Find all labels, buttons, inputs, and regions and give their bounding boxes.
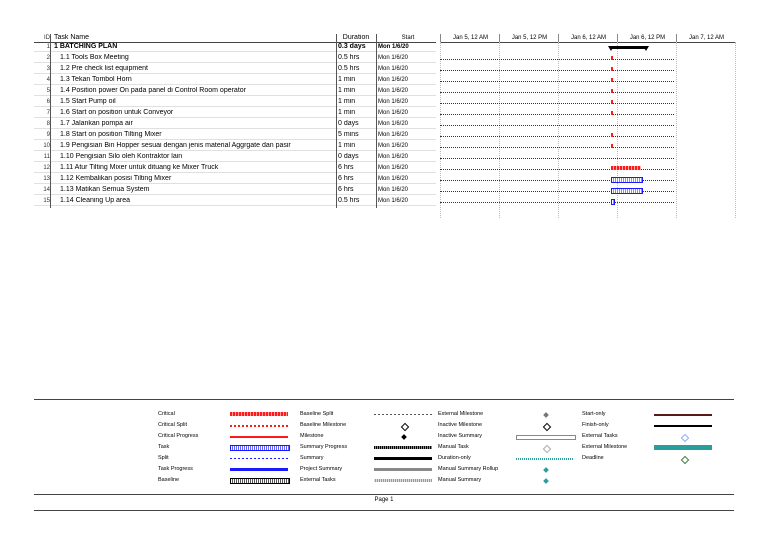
legend-symbol-critical [230,412,288,416]
legend-label: Inactive Summary [438,433,483,439]
legend-label: Critical [158,411,175,417]
legend-item [300,443,450,452]
gantt-gridline [676,42,677,218]
legend-label: Duration-only [438,455,471,461]
row-id: 15 [43,198,50,204]
row-duration: 0.5 hrs [338,197,360,204]
row-task-name: 1.10 Pengisian Silo oleh Kontraktor lain [60,153,183,160]
row-duration: 0.3 days [338,43,366,50]
gantt-row-line [440,158,674,159]
gantt-row-line [440,136,674,137]
row-duration: 1 min [338,76,356,83]
legend-item [438,443,588,452]
row-id: 6 [46,99,50,105]
legend-label: Critical Progress [158,433,199,439]
row-start: Mon 1/6/20 [378,154,409,160]
legend-symbol-split [230,458,288,459]
legend-symbol-summary [374,457,432,460]
header-duration: Duration [342,34,370,41]
legend-item [300,465,450,474]
gantt-row-line [440,70,674,71]
legend-symbol-diamond-teal [543,467,549,473]
legend-symbol-baseline-split [374,414,432,415]
row-task-name: 1.9 Pengisian Bin Hopper sesuai dengan jenis material Aggrgate dan pasir [60,142,291,149]
legend-symbol-duration-only [516,458,574,460]
legend-label: Milestone [300,433,324,439]
timescale-label: Jan 6, 12 AM [558,34,618,42]
legend-symbol-diamond-outline-light [543,444,551,452]
legend-symbol-external-tasks [374,479,432,482]
legend-symbol-summary-progress [374,446,432,449]
gantt-row-line [440,81,674,82]
legend-item [438,421,588,430]
legend-item [582,421,732,430]
gantt-row-line [440,103,674,104]
column-divider [376,34,377,208]
critical-task-bar[interactable] [611,56,613,60]
legend-label: Summary [300,455,324,461]
row-duration: 1 min [338,87,356,94]
legend-item [438,410,588,419]
row-start: Mon 1/6/20 [378,44,409,50]
legend-symbol-project-summary [374,468,432,471]
critical-task-bar[interactable] [611,166,641,170]
legend-symbol-diamond-green-outline [681,455,689,463]
legend-symbol-diamond-teal [543,478,549,484]
timescale-label: Jan 5, 12 AM [440,34,500,42]
task-bar[interactable] [611,177,643,183]
row-task-name: 1.7 Jalankan pompa air [60,120,133,127]
legend [34,399,734,495]
row-start: Mon 1/6/20 [378,132,409,138]
legend-item [300,476,450,485]
summary-bar[interactable] [611,46,646,49]
legend-item [158,432,308,441]
row-task-name: 1.5 Start Pump oil [60,98,116,105]
legend-item [582,454,732,463]
row-id: 7 [46,110,50,116]
row-id: 14 [43,187,50,193]
legend-label: Project Summary [300,466,343,472]
column-divider [336,34,337,208]
row-duration: 1 min [338,109,356,116]
legend-item [158,465,308,474]
legend-label: Summary Progress [300,444,348,450]
row-start: Mon 1/6/20 [378,165,409,171]
legend-symbol-baseline [230,478,290,484]
legend-item [158,476,308,485]
row-start: Mon 1/6/20 [378,88,409,94]
row-id: 1 [46,44,50,50]
legend-label: Split [158,455,169,461]
legend-label: Manual Summary [438,477,482,483]
row-id: 9 [46,132,50,138]
footer-rule [34,510,734,511]
timescale-label: Jan 6, 12 PM [617,34,677,42]
legend-label: External Tasks [300,477,336,483]
legend-symbol-critical-progress [230,436,288,438]
legend-label: Manual Task [438,444,469,450]
legend-item [300,410,450,419]
header-start: Start [401,35,415,41]
legend-item [438,465,588,474]
gantt-row-line [440,202,674,203]
row-task-name: 1.8 Start on position Tilting Mixer [60,131,162,138]
row-task-name: 1.1 Tools Box Meeting [60,54,129,61]
row-start: Mon 1/6/20 [378,121,409,127]
legend-label: Baseline Split [300,411,334,417]
critical-task-bar[interactable] [611,89,613,93]
row-task-name: 1.3 Tekan Tombol Horn [60,76,132,83]
row-start: Mon 1/6/20 [378,198,409,204]
legend-symbol-diamond-outline [401,422,409,430]
row-task-name: 1.13 Matikan Semua System [60,186,150,193]
legend-symbol-diamond-outline [543,422,551,430]
legend-item [158,410,308,419]
row-start: Mon 1/6/20 [378,187,409,193]
column-divider [50,34,51,208]
timescale-label: Jan 5, 12 PM [499,34,559,42]
row-id: 10 [43,143,50,149]
legend-symbol-diamond-gray [543,412,549,418]
row-task-name: 1.2 Pre check list equipment [60,65,148,72]
legend-label: External Tasks [582,433,618,439]
row-start: Mon 1/6/20 [378,77,409,83]
legend-label: Deadline [582,455,604,461]
gantt-chart [440,34,736,218]
timescale-header [440,34,736,43]
timescale-label: Jan 7, 12 AM [676,34,736,42]
legend-label: Start-only [582,411,606,417]
row-task-name: 1.11 Atur Tilting Mixer untuk dituang ke Mixer Truck [60,164,219,171]
legend-label: External Milestone [582,444,628,450]
row-duration: 1 min [338,98,356,105]
row-duration: 5 mins [338,131,359,138]
gantt-row-line [440,92,674,93]
page-footer: Page 1 [374,497,394,503]
legend-label: Finish-only [582,422,609,428]
row-id: 2 [46,55,50,61]
row-start: Mon 1/6/20 [378,55,409,61]
row-id: 4 [46,77,50,83]
legend-item [438,476,588,485]
legend-item [582,410,732,419]
row-id: 13 [43,176,50,182]
row-duration: 0.5 hrs [338,65,360,72]
legend-label: Baseline Milestone [300,422,347,428]
legend-item [300,454,450,463]
header-id: ID [44,35,50,41]
row-id: 5 [46,88,50,94]
legend-symbol-teal-bar [654,445,712,450]
legend-label: Baseline [158,477,180,483]
legend-symbol-diamond-light-blue [681,433,689,441]
legend-item [158,454,308,463]
row-duration: 6 hrs [338,186,354,193]
row-task-name: 1.14 Cleaning Up area [60,197,131,204]
legend-label: Critical Split [158,422,188,428]
row-id: 11 [43,154,50,160]
legend-symbol-inactive-summary [516,435,576,440]
legend-item [300,432,450,441]
row-task-name: 1.4 Position power On pada panel di Control Room operator [60,87,246,94]
task-bar[interactable] [611,188,643,194]
summary-cap [643,46,649,51]
row-id: 12 [43,165,50,171]
row-start: Mon 1/6/20 [378,99,409,105]
legend-symbol-diamond-black [401,434,407,440]
row-start: Mon 1/6/20 [378,176,409,182]
critical-task-bar[interactable] [611,100,613,104]
row-task-name: 1.6 Start on position untuk Conveyor [60,109,174,116]
row-duration: 0 days [338,120,359,127]
gantt-row-line [440,147,674,148]
legend-label: Task Progress [158,466,193,472]
header-task-name: Task Name [54,34,90,41]
critical-task-bar[interactable] [611,133,613,137]
legend-symbol-task-progress [230,468,288,471]
critical-task-bar[interactable] [611,144,613,148]
row-duration: 0 days [338,153,359,160]
legend-item [438,432,588,441]
legend-item [158,443,308,452]
row-duration: 6 hrs [338,164,354,171]
gantt-row-line [440,59,674,60]
legend-item [582,432,732,441]
legend-label: Task [158,444,170,450]
row-task-name: 1.12 Kembalikan posisi Tilting Mixer [60,175,172,182]
task-bar[interactable] [611,199,615,205]
row-id: 3 [46,66,50,72]
row-id: 8 [46,121,50,127]
gantt-row-line [440,125,674,126]
row-start: Mon 1/6/20 [378,66,409,72]
legend-label: External Milestone [438,411,484,417]
row-task-name: 1 BATCHING PLAN [54,43,118,50]
gantt-gridline [735,42,736,218]
legend-item [582,443,732,452]
gantt-row-line [440,114,674,115]
critical-task-bar[interactable] [611,111,613,115]
legend-item [438,454,588,463]
row-duration: 0.5 hrs [338,54,360,61]
legend-symbol-critical-split [230,425,288,427]
legend-symbol-start-only [654,414,712,416]
row-duration: 1 min [338,142,356,149]
legend-symbol-finish-only [654,425,712,427]
legend-item [300,421,450,430]
summary-cap [608,46,614,51]
critical-task-bar[interactable] [611,78,613,82]
legend-label: Manual Summary Rollup [438,466,499,472]
legend-symbol-task [230,445,290,451]
row-start: Mon 1/6/20 [378,110,409,116]
row-duration: 6 hrs [338,175,354,182]
legend-item [158,421,308,430]
legend-label: Inactive Milestone [438,422,483,428]
row-start: Mon 1/6/20 [378,143,409,149]
critical-task-bar[interactable] [611,67,613,71]
